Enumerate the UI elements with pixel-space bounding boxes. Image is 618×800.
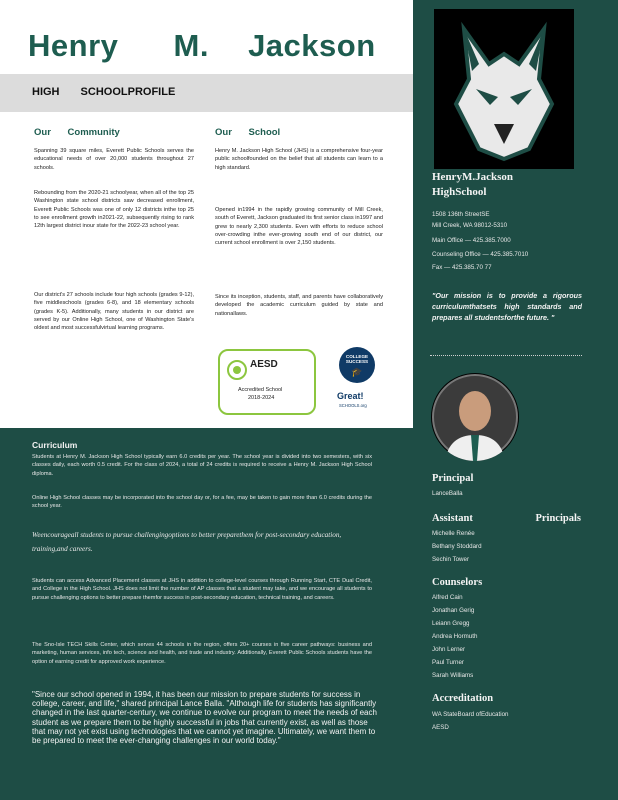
principal-name: LanceBalla [432,490,463,497]
assistant-principal: Michelle Renée [432,530,475,537]
portrait-icon [431,373,519,461]
counselor-name: Jonathan Gerig [432,607,475,614]
counselor-name: John Lerner [432,646,466,653]
curriculum-highlight: Weencourageall students to pursue challengingoptions to better preparethem for post-secondary education, training,and careers. [32,531,342,553]
graduation-cap-icon: 🎓 [351,367,363,377]
fax-number: Fax — 425.385.70 77 [432,264,492,271]
page-subtitle: HIGH SCHOOLPROFILE [32,86,176,98]
community-paragraph-1: Spanning 39 square miles, Everett Public Schools serves the educational needs of over 20,000 students throughout 27 schools. [34,148,194,171]
counselors-heading: Counselors [432,577,483,588]
accreditation-heading: Accreditation [432,693,494,704]
school-address: 1508 136th StreetSE [432,211,490,218]
community-paragraph-2: Rebounding from the 2020-21 schoolyear, when all of the top 25 Washington state school districts saw decreased enrollment, Everett Public Schools was one of only 12 districts inthe top 25 to see enrollment growth in2021-22, subsequently rising to rank 12th largest district inour state for the 2022-23 school year. [34,190,194,230]
assistant-principals-heading: Assistant Principals [432,513,581,524]
counselor-name: Paul Turner [432,659,464,666]
counseling-office-phone: Counseling Office — 425.385.7010 [432,251,529,258]
title-first: Henry [28,28,119,63]
main-office-phone: Main Office — 425.385.7000 [432,237,511,244]
aesd-accredited: Accredited School [238,387,283,393]
title-last: Jackson [248,28,376,63]
curriculum-paragraph-1: Students at Henry M. Jackson High School typically earn 6.0 credits per year. The school year is divided into two semesters, with six classes daily, each worth 0.5 credit. For the class of 2024, a total of 24 credits is required to receive a Henry M. Jackson High School diploma. [32,454,372,477]
aesd-logo-icon [226,359,248,381]
curriculum-paragraph-2: Online High School classes may be incorporated into the school day or, for a fee, may be taken to gain more than 6.0 credits during the school year. [32,495,372,510]
counselor-name: Sarah Williams [432,672,474,679]
assistant-principal: Bethany Stoddard [432,543,482,550]
school-paragraph-3: Since its inception, students, staff, and parents have collaboratively developed the academic curriculum guided by state and nationallaws. [215,294,383,317]
curriculum-paragraph-4: Students can access Advanced Placement classes at JHS in addition to college-level courses through Running Start, CTE Dual Credit, and College in the High School. JHS does not limit the number of AP classes that a student may take, and we encourage all students to pursue challenging options to better prepare themfor success in post-secondary education, technical training, and careers. [32,578,372,601]
counselor-name: Leiann Gregg [432,620,470,627]
curriculum-heading: Curriculum [32,440,78,450]
principal-quote: "Since our school opened in 1994, it has been our mission to prepare students for success in college, career, and life," shared principal Lance Balla. "Although life for students has significantly changed in the last quarter-century, we continue to evolve our program to meet the needs of each student as we prepare them to be highly successful in jobs that currently exist, as well as those that may not yet exist using technologies that we cannot yet imagine. Ultimately, we want them to be prepared to meet the ever-changing challenges in our world today." [32,690,377,746]
school-name-line-1: HenryM.Jackson [432,171,513,183]
principal-photo [431,373,519,461]
page-title [28,28,376,64]
accreditation-item: AESD [432,724,449,731]
aesd-years: 2018-2024 [248,395,275,401]
community-paragraph-3: Our district's 27 schools include four high schools (grades 9-12), five middleschools (grades 6-8), and 18 elementary schools (grades K-5). Additionally, many students in our district are served by our Online High School, one of Washington State's oldest and most successfulvirtual learning programs. [34,292,194,332]
mission-statement: "Our mission is to provide a rigorous curriculumthatsets high standards and prepares all studentsforthe future. " [432,291,582,322]
community-heading: Our Community [34,127,120,138]
cs-line-1: COLLEGE [345,354,369,359]
greatschools-label: Great! [337,391,364,401]
school-name-line-2: HighSchool [432,186,487,198]
curriculum-paragraph-5: The Sno-Isle TECH Skills Center, which serves 44 schools in the region, offers 20+ courses in five career pathways: business and marketing, human services, info tech, science and health, and trade and industry. Additionally, Everett Public Schools students have the option of earning credit for approved work experience. [32,642,372,665]
wolf-mascot-logo [434,9,574,169]
wolf-icon [434,9,574,169]
assistant-principal: Sechin Tower [432,556,470,563]
school-paragraph-1: Henry M. Jackson High School (JHS) is a comprehensive four-year public schoolfounded on the belief that all students can learn to a high standard. [215,148,383,171]
school-city: Mill Creek, WA 98012-5310 [432,222,508,229]
title-middle: M. [173,28,209,63]
school-heading: Our School [215,127,281,138]
cs-line-2: SUCCESS [345,359,369,364]
college-success-badge [335,345,379,413]
divider-dots [430,355,582,356]
accreditation-item: WA StateBoard ofEducation [432,711,509,718]
counselor-name: Alfred Cain [432,594,463,601]
greatschools-sub: SCHOOLS.org [339,403,367,408]
counselor-name: Andrea Hormuth [432,633,478,640]
aesd-badge [218,349,316,415]
school-paragraph-2: Opened in1994 in the rapidly growing community of Mill Creek, south of Everett, Jackson graduated its first senior class in1997 and grew to nearly 2,300 students. Even with efforts to reduce school over-crowding inthe ever-growing south end of our district, our current school enrollment is over 2,150 students. [215,207,383,247]
college-success-seal [339,347,375,383]
aesd-name: AESD [250,359,278,370]
principal-heading: Principal [432,473,474,484]
